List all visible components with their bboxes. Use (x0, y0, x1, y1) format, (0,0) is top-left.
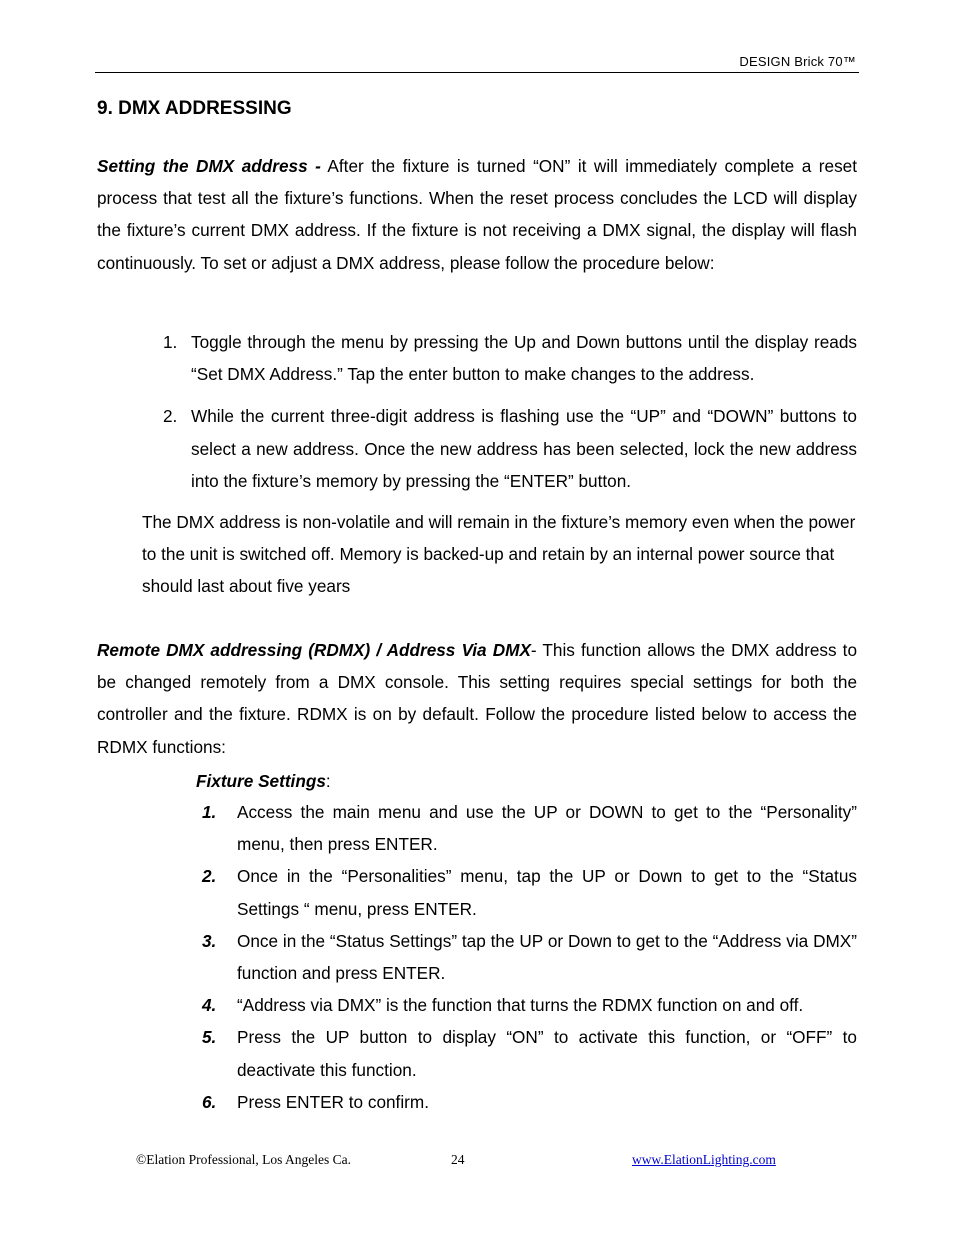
footer-page-number: 24 (451, 1152, 465, 1167)
step-number: 2. (202, 866, 217, 887)
subhead-colon: : (325, 771, 331, 791)
list-item (202, 860, 857, 924)
list-item (202, 1086, 857, 1118)
step-number: 4. (202, 995, 217, 1016)
step-text: Press ENTER to confirm. (237, 1091, 429, 1112)
step-number: 6. (202, 1091, 217, 1112)
step-number: 5. (202, 1027, 217, 1048)
list-item (160, 400, 857, 497)
setting-dmx-lead: Setting the DMX address - (97, 156, 321, 176)
step-text: Press the UP button to display “ON” to activate this function, or “OFF” to deactivate this function. (237, 1027, 857, 1080)
setting-steps-list (160, 326, 857, 497)
step-text: Toggle through the menu by pressing the Up and Down buttons until the display reads “Set DMX Address.” Tap the enter button to make changes to the address. (191, 332, 857, 385)
setting-dmx-paragraph (97, 150, 857, 279)
list-item (202, 989, 857, 1021)
footer-website-link[interactable]: www.ElationLighting.com (632, 1152, 776, 1167)
non-volatile-note: The DMX address is non-volatile and will remain in the fixture’s memory even when the power to the unit is switched off. Memory is backed-up and retain by an internal power source that should last about five years (142, 512, 856, 597)
step-text: Access the main menu and use the UP or DOWN to get to the “Personality” menu, then press ENTER. (237, 802, 857, 855)
running-header: DESIGN Brick 70™ (739, 54, 856, 69)
fixture-steps-list (202, 796, 857, 1118)
header-divider (95, 72, 859, 73)
setting-dmx-text: After the fixture is turned “ON” it will immediately complete a reset process that test all the fixture’s functions. When the reset process concludes the LCD will display the fixture’s current DMX address. If the fixture is not receiving a DMX signal, the display will flash continuously. To set or adjust a DMX address, please follow the procedure below: (97, 156, 857, 273)
step-number: 1. (163, 332, 178, 352)
list-item (160, 326, 857, 390)
step-text: Once in the “Status Settings” tap the UP or Down to get to the “Address via DMX” function and press ENTER. (237, 930, 857, 984)
list-item (202, 1021, 857, 1085)
section-heading: 9. DMX ADDRESSING (97, 98, 292, 119)
fixture-settings-subheading (196, 765, 331, 797)
list-item (202, 925, 857, 989)
step-number: 3. (202, 930, 217, 951)
step-text: “Address via DMX” is the function that turns the RDMX function on and off. (237, 995, 804, 1016)
step-number: 1. (202, 802, 217, 822)
remote-dmx-lead: Remote DMX addressing (RDMX) / Address Via DMX (97, 640, 531, 660)
step-text: While the current three-digit address is flashing use the “UP” and “DOWN” buttons to select a new address. Once the new address has been selected, lock the new address into the fixture’s memory by pressing the “ENTER” button. (191, 406, 857, 491)
remote-dmx-paragraph (97, 634, 857, 763)
remote-dmx-text: - This function allows the DMX address to be changed remotely from a DMX console. This setting requires special settings for both the controller and the fixture. RDMX is on by default. Follow the procedure listed below to access the RDMX functions: (97, 640, 857, 757)
step-number: 2. (163, 406, 178, 427)
footer-copyright: ©Elation Professional, Los Angeles Ca. (136, 1152, 351, 1167)
list-item (202, 796, 857, 860)
step-text: Once in the “Personalities” menu, tap the UP or Down to get to the “Status Settings “ menu, press ENTER. (237, 866, 857, 919)
fixture-settings-label: Fixture Settings (196, 771, 326, 791)
